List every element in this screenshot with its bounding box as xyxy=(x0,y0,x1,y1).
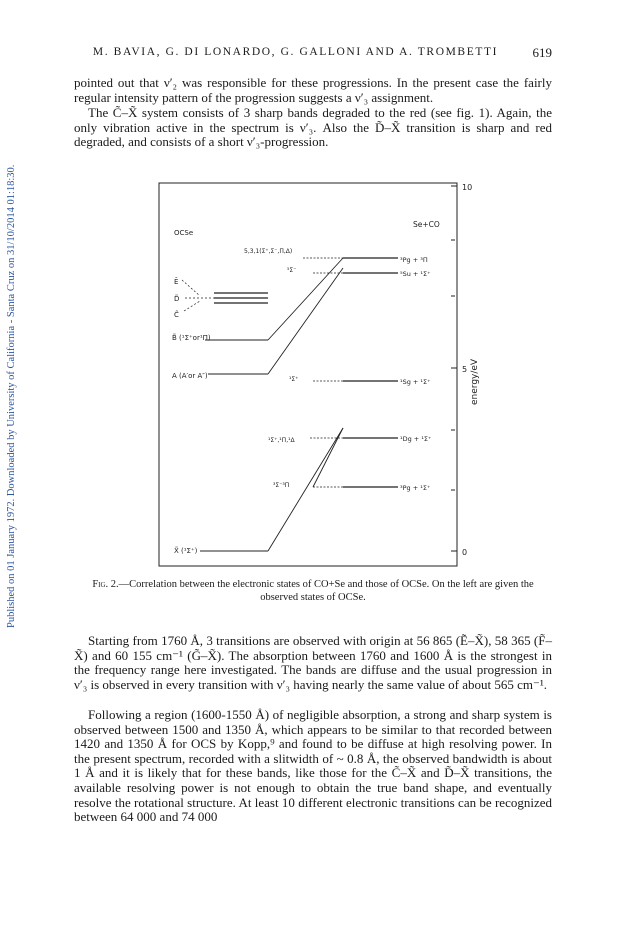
paragraph-transitions: Starting from 1760 Å, 3 transitions are observed with origin at 56 865 (Ẽ–X̃), 58 365 (F̃–X̃) and 60 155 cm⁻¹ (G̃–X̃). The absorption between 1760 and 1600 Å is the strongest in the frequency range here investigated. The bands are diffuse and the usual progression in ν′₃ is observed in every transition with ν′₃ having nearly the same value of about 565 cm⁻¹. xyxy=(74,633,552,692)
right-p-ground: ³Pg + ¹Σ⁺ xyxy=(400,484,431,492)
right-title-seco: Se+CO xyxy=(413,220,440,229)
state-x: X̃ (¹Σ⁺) xyxy=(174,547,198,555)
mid-singlet-sigma: ¹Σ⁺ xyxy=(289,376,299,383)
right-d-singlet: ¹Dg + ¹Σ⁺ xyxy=(400,435,432,443)
figure-caption xyxy=(74,578,552,604)
right-s-singlet: ¹Sg + ¹Σ⁺ xyxy=(400,378,431,386)
tick-0: 0 xyxy=(462,548,468,557)
energy-axis-label: energy/eV xyxy=(470,358,480,405)
paragraph-intro: pointed out that ν′₂ was responsible for these progressions. In the present case the fairly regular intensity pattern of the progression suggests a ν′₃ assignment. xyxy=(74,75,552,105)
mid-triplet-group: ³Σ⁻³Π xyxy=(273,482,290,489)
caption-label: Fig. 2. xyxy=(92,579,119,590)
state-d: D̃ xyxy=(174,295,180,303)
right-p-triplet: ³Pg + ³Π xyxy=(400,256,428,264)
page-number: 619 xyxy=(532,45,552,60)
download-watermark: Published on 01 January 1972. Downloaded by University of California - Santa Cruz on 31/10/2014 01:18:30. xyxy=(6,164,17,628)
state-b: B̃ (¹Σ⁺or¹Π) xyxy=(172,334,211,342)
header-authors: M. BAVIA, G. DI LONARDO, G. GALLONI AND A. TROMBETTI xyxy=(92,46,498,58)
state-c: C̃ xyxy=(174,311,179,319)
state-e: Ẽ xyxy=(174,278,179,286)
paragraph-sharp-system: Following a region (1600-1550 Å) of negligible absorption, a strong and sharp system is observed between 1500 and 1350 Å, which appears to be similar to that recorded between 1420 and 1350 Å for OCS by Kopp,⁹ and found to be diffuse at high resolving power. In the present spectrum, recorded with a slitwidth of ~ 0.8 Å, the observed bandwidth is about 1 Å and it is likely that for these bands, like those for the C̃–X̃ and D̃–X̃ transitions, the available resolving power is not enough to obtain the true band shape, and eventually resolve the rotational structure. At least 10 different electronic transitions can be recognized between 64 000 and 74 000 xyxy=(74,707,552,825)
tick-5: 5 xyxy=(462,365,468,374)
caption-text: —Correlation between the electronic states of CO+Se and those of OCSe. On the left are given the observed states of OCSe. xyxy=(118,579,534,603)
tick-10: 10 xyxy=(462,183,473,192)
left-title-ocse: OCSe xyxy=(174,229,194,237)
mid-quintet-sigma: ⁵Σ⁻ xyxy=(287,267,297,274)
mid-upper-manifold: 5,3,1(Σ⁺,Σ⁻,Π,Δ) xyxy=(244,248,293,255)
right-s-quintet: ⁵Su + ¹Σ⁺ xyxy=(400,270,431,278)
mid-singlet-group: ¹Σ⁺,¹Π,¹Δ xyxy=(268,437,295,444)
state-a: A (A′or A″) xyxy=(172,372,208,380)
paragraph-c-x-system: The C̃–X̃ system consists of 3 sharp bands degraded to the red (see fig. 1). Again, the only vibration active in the spectrum is ν′₃. Also the D̃–X̃ transition is sharp and red degraded, and consists of a short ν′₃-progression. xyxy=(74,105,552,150)
